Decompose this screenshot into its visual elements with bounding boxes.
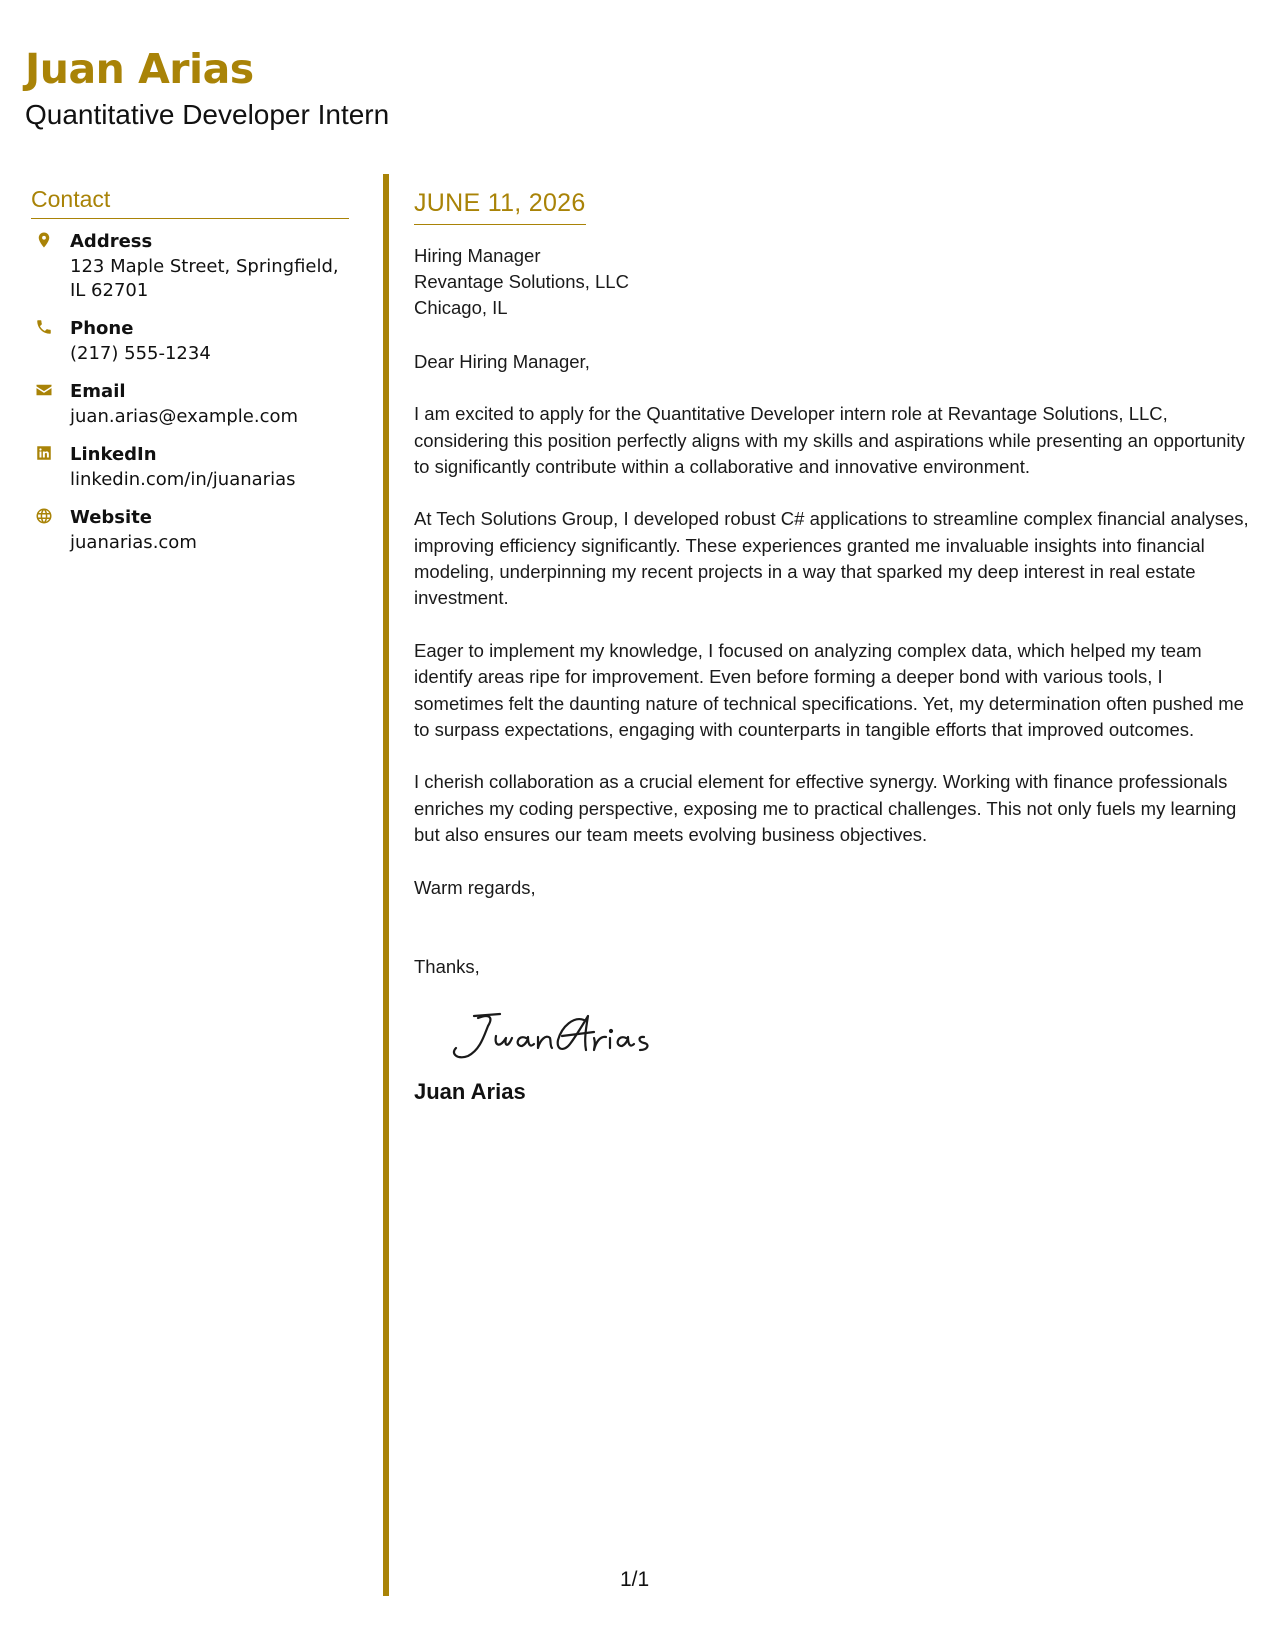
recipient-block [414,243,1252,321]
phone-icon [34,317,54,337]
envelope-icon [34,380,54,400]
linkedin-link[interactable]: linkedin.com/in/juanarias [70,468,296,490]
phone-value[interactable]: (217) 555-1234 [70,342,211,364]
address-value: 123 Maple Street, Springfield, IL 62701 [70,255,339,301]
contact-label: Email [70,380,126,402]
contact-label: Address [70,230,153,252]
contact-sidebar [31,186,349,568]
contact-section-title: Contact [31,186,349,219]
contact-list [31,229,349,555]
recipient-line: Revantage Solutions, LLC [414,271,629,292]
letter-body [414,188,1252,1105]
contact-item-linkedin [31,442,349,492]
linkedin-icon [34,443,54,463]
page-number: 1/1 [620,1568,650,1591]
recipient-line: Hiring Manager [414,245,541,266]
contact-label: Phone [70,317,134,339]
contact-item-website [31,505,349,555]
globe-icon [34,506,54,526]
contact-item-address [31,229,349,303]
vertical-divider [383,174,389,1596]
salutation: Dear Hiring Manager, [414,351,590,372]
body-paragraph: At Tech Solutions Group, I developed robust C# applications to streamline complex financial analyses, improving efficiency significantly. These experiences granted me invaluable insights into financial modeling, underpinning my recent projects in a way that sparked my deep interest in real estate investment. [414,508,1249,609]
contact-label: Website [70,506,153,528]
body-paragraph: I am excited to apply for the Quantitative Developer intern role at Revantage Solutions, LLC, considering this position perfectly aligns with my skills and aspirations while presenting an opportunity to significantly contribute within a collaborative and innovative environment. [414,403,1245,477]
candidate-name: Juan Arias [25,45,254,93]
contact-label: LinkedIn [70,443,157,465]
location-pin-icon [34,230,54,250]
website-link[interactable]: juanarias.com [70,531,197,553]
body-paragraph: I cherish collaboration as a crucial element for effective synergy. Working with finance professionals enriches my coding perspective, exposing me to practical challenges. This not only fuels my learning but also ensures our team meets evolving business objectives. [414,771,1237,846]
recipient-line: Chicago, IL [414,297,508,318]
handwritten-signature [444,1006,654,1068]
closing: Warm regards, [414,876,536,898]
contact-item-email [31,379,349,429]
body-paragraph: Eager to implement my knowledge, I focused on analyzing complex data, which helped my team identify areas ripe for improvement. Even before forming a deeper bond with various tools, I sometimes felt the daunting nature of technical specifications. Yet, my determination often pushed me to surpass expectations, engaging with counterparts in tangible efforts that improved outcomes. [414,639,1244,740]
thanks: Thanks, [414,955,480,977]
contact-item-phone [31,316,349,366]
signer-name: Juan Arias [414,1079,526,1105]
email-link[interactable]: juan.arias@example.com [70,405,299,427]
candidate-role: Quantitative Developer Intern [25,99,390,130]
letter-date: JUNE 11, 2026 [414,188,586,225]
